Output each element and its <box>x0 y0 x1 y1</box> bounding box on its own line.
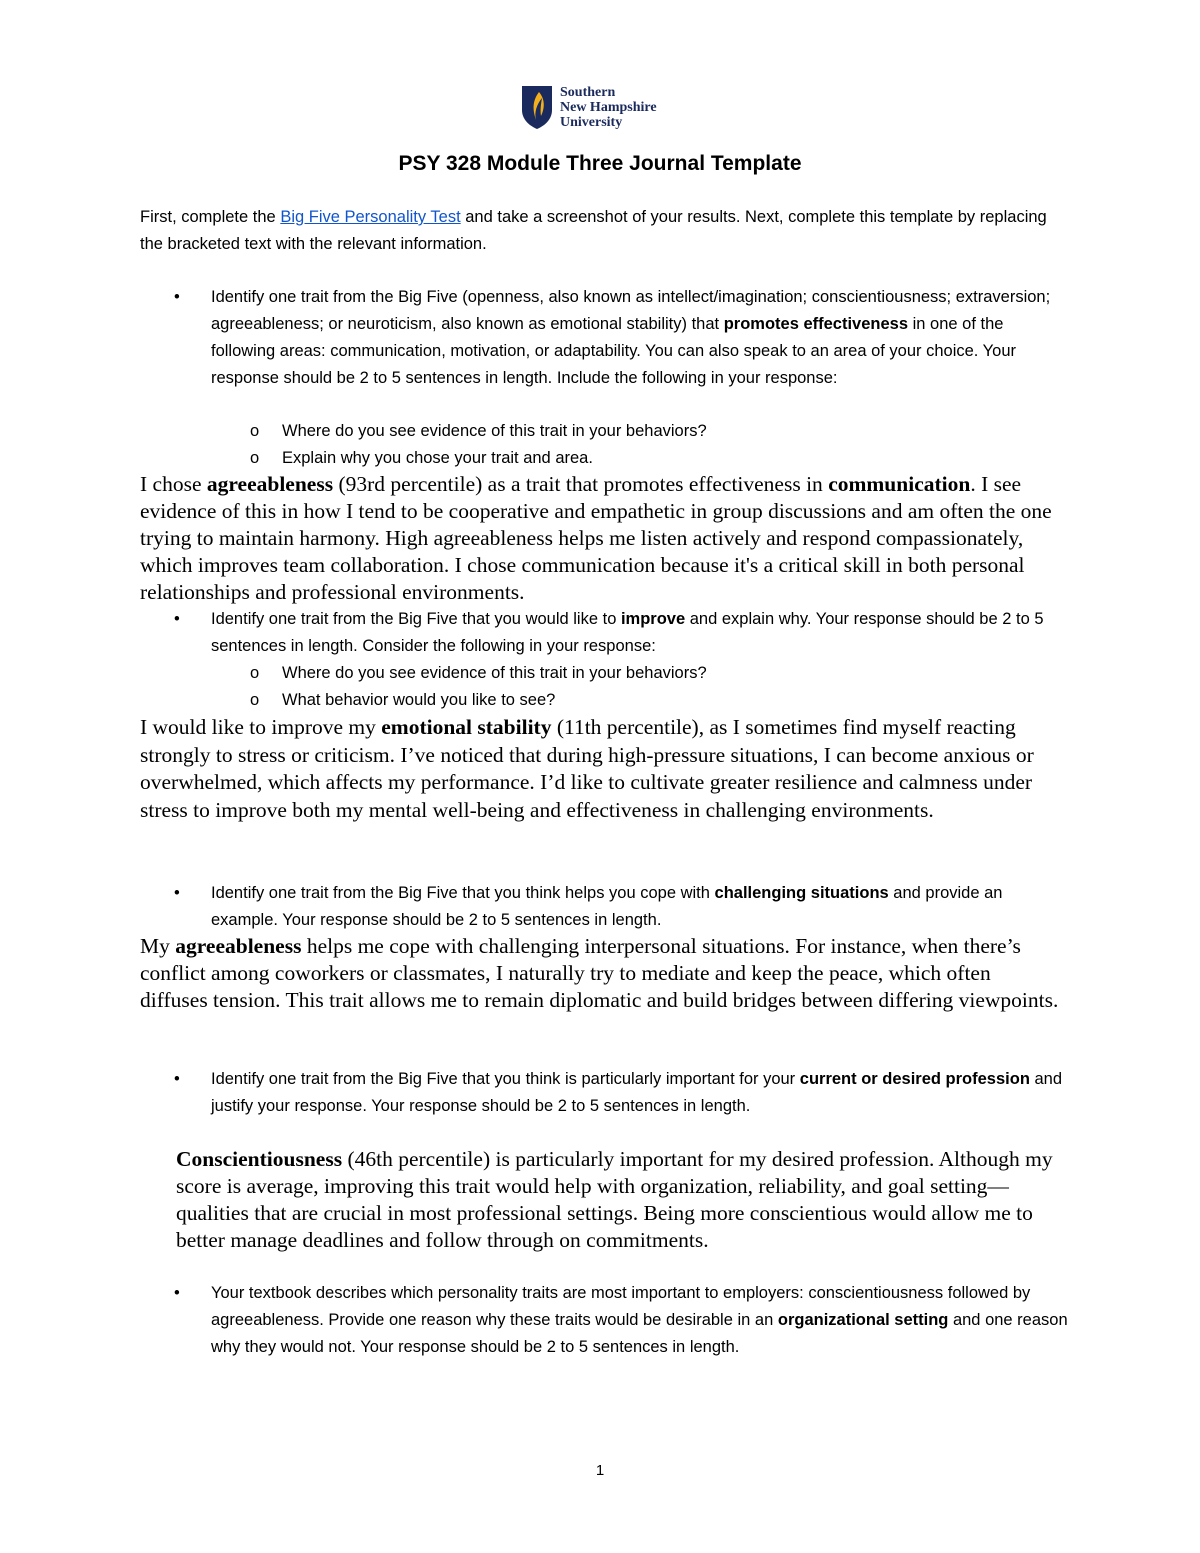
answer-2 <box>140 714 1060 824</box>
question-1-sub-2-text: Explain why you chose your trait and area. <box>282 449 593 467</box>
logo-wordmark <box>560 85 657 130</box>
bullet-icon: • <box>174 884 180 902</box>
answer-1-text-3: . I see evidence of this in how I tend to be cooperative and empathetic in group discussions and am often the one trying to maintain harmony. High agreeableness helps me listen actively and respond compassionately, which improves team collaboration. I chose communication because it's a critical skill in both personal relationships and professional environments. <box>140 472 1052 604</box>
intro-post: and take a screenshot of your results. Next, complete this template by replacing the bracketed text with the relevant information. <box>140 208 1047 253</box>
question-2-sub-1 <box>250 660 1062 687</box>
question-2-post: and explain why. Your response should be 2 to 5 sentences in length. Consider the following in your response: <box>211 610 1044 655</box>
question-3-post: and provide an example. Your response should be 2 to 5 sentences in length. <box>211 884 1003 929</box>
question-5-post: and one reason why they would not. Your response should be 2 to 5 sentences in length. <box>211 1311 1068 1356</box>
question-2-sub-1-text: Where do you see evidence of this trait in your behaviors? <box>282 664 707 682</box>
answer-2-text-1: I would like to improve my <box>140 715 382 739</box>
university-logo <box>520 84 657 130</box>
bullet-icon: • <box>174 1284 180 1302</box>
question-4-bold: current or desired profession <box>799 1070 1030 1088</box>
question-2-pre: Identify one trait from the Big Five that you would like to <box>211 610 621 628</box>
intro-pre: First, complete the <box>140 208 281 226</box>
answer-4 <box>176 1146 1056 1254</box>
big-five-test-link[interactable]: Big Five Personality Test <box>280 208 461 226</box>
answer-4-text-1: (46th percentile) is particularly important for my desired profession. Although my score is average, improving this trait would help with organization, reliability, and goal setting—qualities that are crucial in most professional settings. Being more conscientious would allow me to better manage deadlines and follow through on commitments. <box>176 1147 1053 1252</box>
answer-3-text-1: My <box>140 934 176 958</box>
answer-1-bold-2: communication <box>828 472 971 496</box>
logo-line-1: Southern <box>560 84 616 100</box>
sub-bullet-icon: o <box>250 422 260 440</box>
question-1-sub-2 <box>250 445 1062 472</box>
answer-1-text-1: I chose <box>140 472 207 496</box>
intro-paragraph <box>140 204 1060 258</box>
question-1-post: in one of the following areas: communication, motivation, or adaptability. You can also speak to an area of your choice. Your response should be 2 to 5 sentences in length. Include the following in your response: <box>211 315 1017 387</box>
question-3 <box>174 880 1071 934</box>
logo-line-2: New Hampshire <box>560 99 657 115</box>
logo-line-3: University <box>560 114 623 130</box>
question-5 <box>174 1280 1071 1361</box>
question-1-sub-1 <box>250 418 1062 445</box>
answer-3-bold-1: agreeableness <box>175 934 302 958</box>
question-1-bold: promotes effectiveness <box>723 315 909 333</box>
sub-bullet-icon: o <box>250 691 260 709</box>
question-1-pre: Identify one trait from the Big Five (openness, also known as intellect/imagination; conscientiousness; extraversion; agreeableness; or neuroticism, also known as emotional stability) that <box>211 288 1051 333</box>
question-2-bold: improve <box>620 610 686 628</box>
answer-1-text-2: (93rd percentile) as a trait that promotes effectiveness in <box>333 472 829 496</box>
answer-1 <box>140 471 1060 606</box>
answer-2-bold-1: emotional stability <box>381 715 552 739</box>
question-1-sub-1-text: Where do you see evidence of this trait in your behaviors? <box>282 422 707 440</box>
answer-2-text-2: (11th percentile), as I sometimes find myself reacting strongly to stress or criticism. I’ve noticed that during high-pressure situations, I can become anxious or overwhelmed, which affects my performance. I’d like to cultivate greater resilience and calmness under stress to improve both my mental well-being and effectiveness in challenging environments. <box>140 715 1034 822</box>
question-4-post: and justify your response. Your response should be 2 to 5 sentences in length. <box>211 1070 1063 1115</box>
bullet-icon: • <box>174 288 180 306</box>
question-2-sub-2-text: What behavior would you like to see? <box>282 691 556 709</box>
shield-logo-icon <box>520 84 554 130</box>
answer-3 <box>140 933 1060 1014</box>
question-2-sub-2 <box>250 687 1062 714</box>
document-title: PSY 328 Module Three Journal Template <box>398 152 802 175</box>
page-number: 1 <box>595 1462 605 1479</box>
question-3-bold: challenging situations <box>714 884 889 902</box>
question-4 <box>174 1066 1071 1120</box>
answer-4-bold-1: Conscientiousness <box>176 1147 343 1171</box>
question-4-pre: Identify one trait from the Big Five that you think is particularly important for your <box>211 1070 800 1088</box>
answer-3-text-2: helps me cope with challenging interpersonal situations. For instance, when there’s conflict among coworkers or classmates, I naturally try to mediate and keep the peace, which often diffuses tension. This trait allows me to remain diplomatic and build bridges between differing viewpoints. <box>140 934 1059 1012</box>
question-1 <box>174 284 1071 392</box>
sub-bullet-icon: o <box>250 664 260 682</box>
answer-1-bold-1: agreeableness <box>206 472 334 496</box>
sub-bullet-icon: o <box>250 449 260 467</box>
bullet-icon: • <box>174 1070 180 1088</box>
question-2 <box>174 606 1071 660</box>
question-3-pre: Identify one trait from the Big Five that you think helps you cope with <box>211 884 715 902</box>
bullet-icon: • <box>174 610 180 628</box>
question-5-bold: organizational setting <box>777 1311 949 1329</box>
question-5-pre: Your textbook describes which personality traits are most important to employers: conscientiousness followed by agreeableness. Provide one reason why these traits would be desirable in an <box>211 1284 1031 1329</box>
